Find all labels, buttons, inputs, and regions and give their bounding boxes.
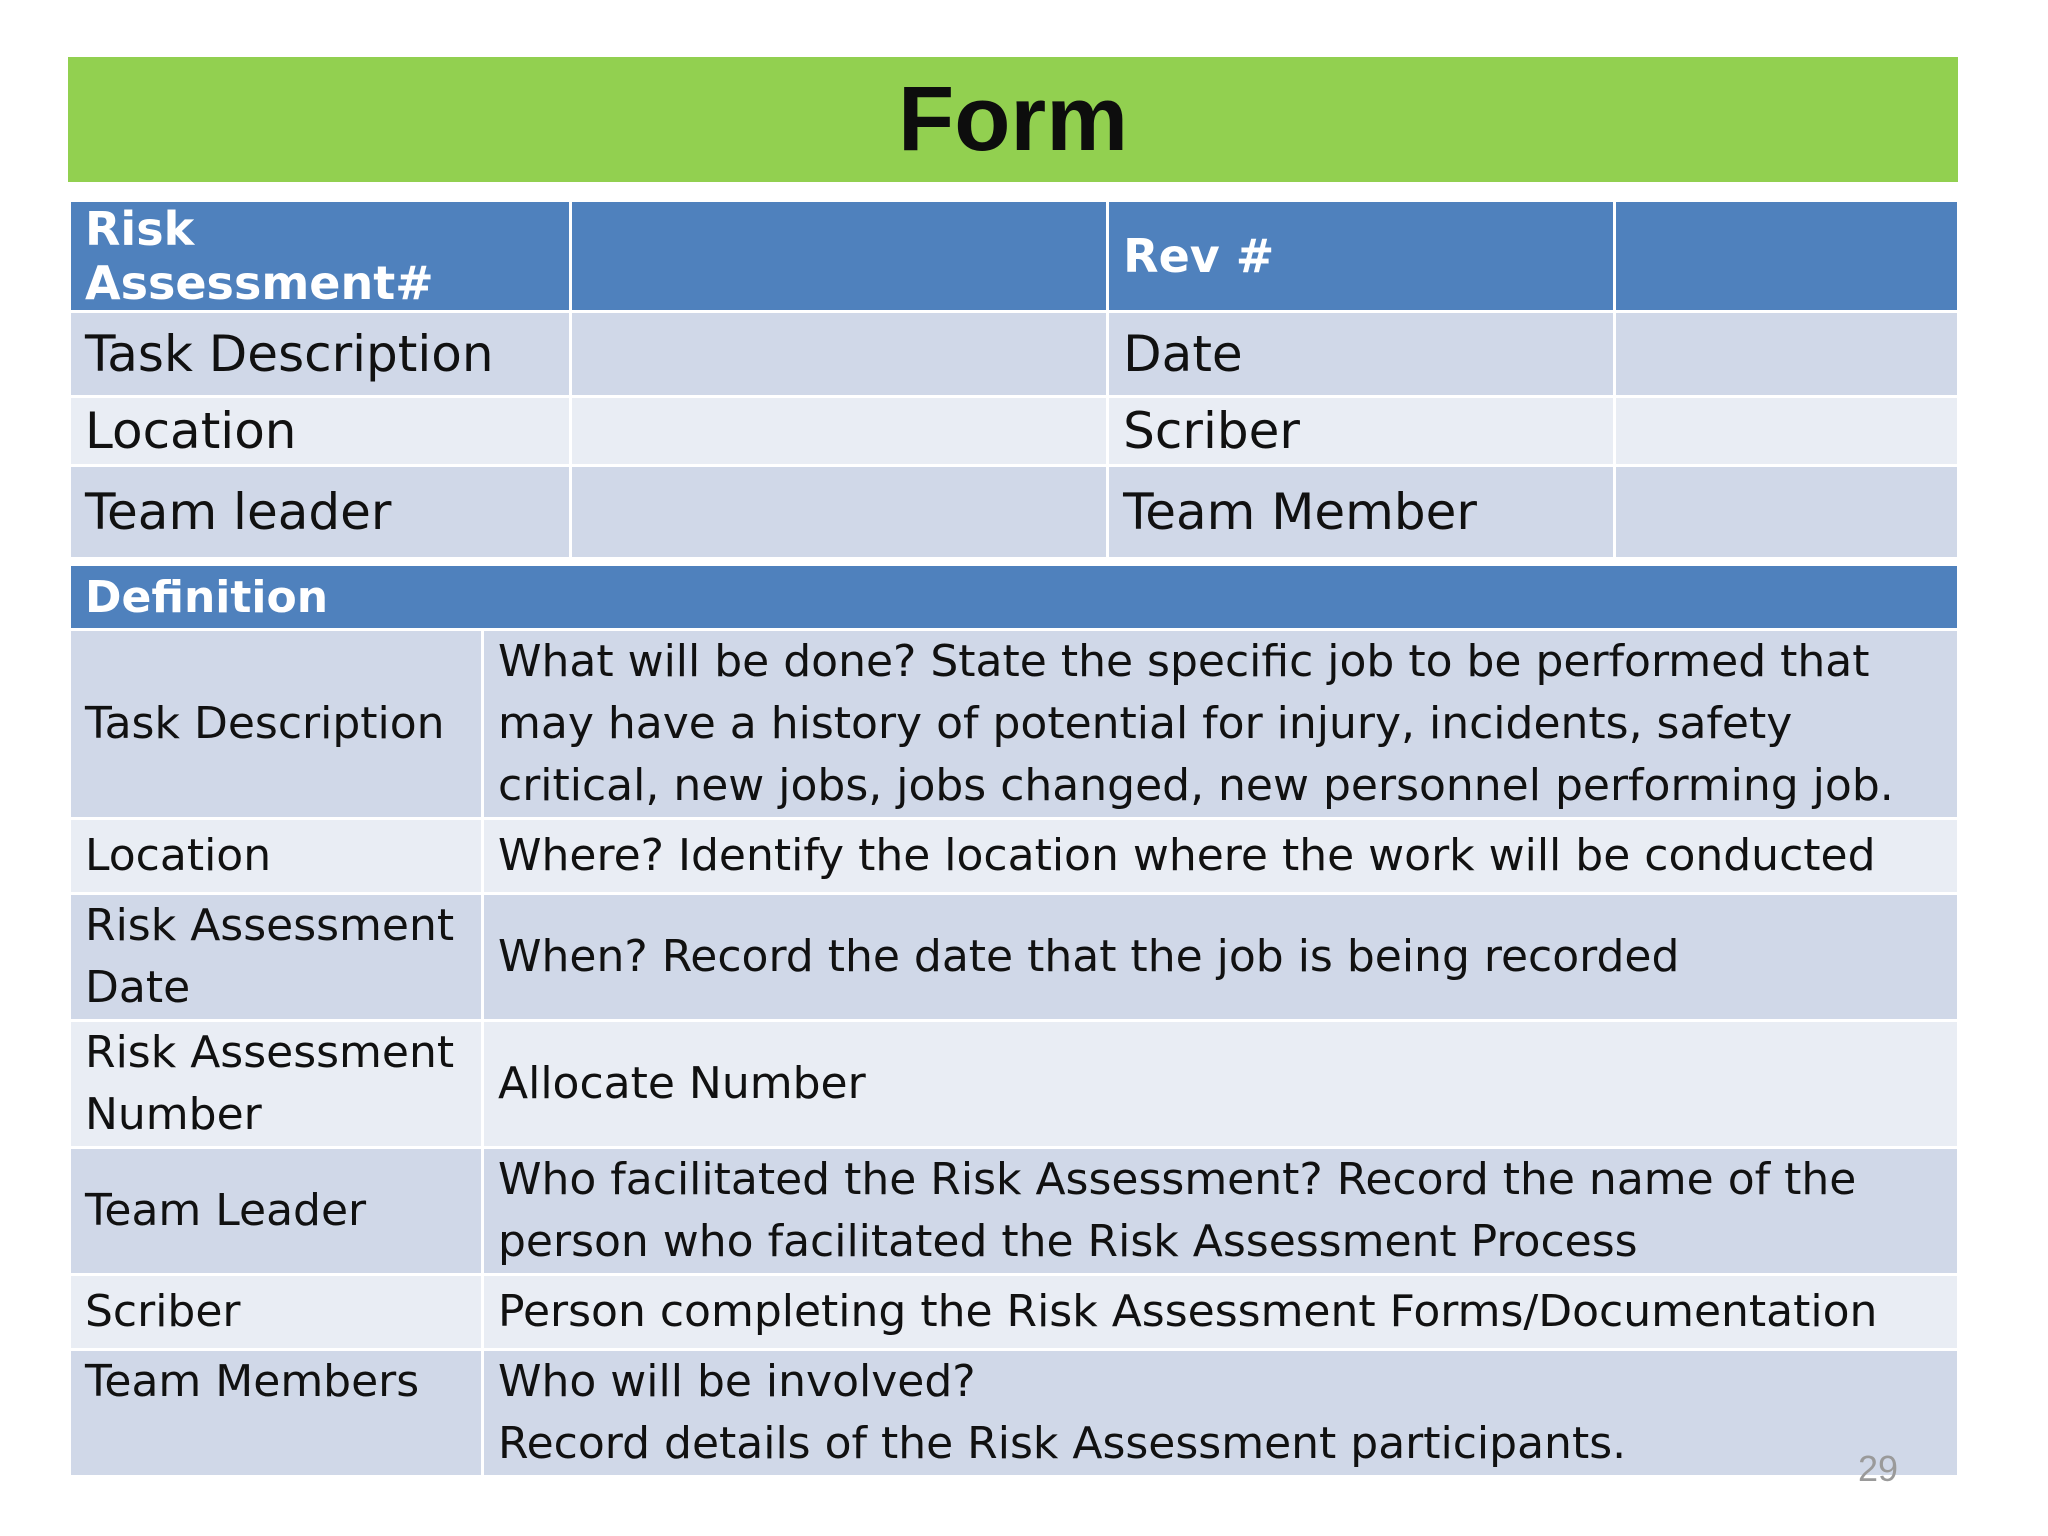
form-label-task-description: Task Description xyxy=(71,313,569,395)
form-row xyxy=(71,398,1957,464)
form-label-scriber: Scriber xyxy=(1109,398,1613,464)
definition-text-line: Who will be involved? xyxy=(498,1356,976,1407)
form-label-team-member: Team Member xyxy=(1109,467,1613,557)
definition-row xyxy=(71,895,1957,1019)
form-row xyxy=(71,467,1957,557)
definition-row xyxy=(71,631,1957,817)
definition-header-row xyxy=(71,566,1957,628)
definition-text xyxy=(484,1351,1957,1475)
form-table xyxy=(68,199,1960,560)
definition-text: What will be done? State the specific job to be performed that may have a history of potential for injury, incidents, safety critical, new jobs, jobs changed, new personnel performing job. xyxy=(484,631,1957,817)
definition-term: Task Description xyxy=(71,631,481,817)
form-field-date[interactable] xyxy=(1616,313,1957,395)
form-label-location: Location xyxy=(71,398,569,464)
page-title: Form xyxy=(898,68,1128,170)
form-header-rev-value[interactable] xyxy=(1616,202,1957,310)
definition-term: Risk Assessment Date xyxy=(71,895,481,1019)
form-field-location[interactable] xyxy=(572,398,1106,464)
form-header-row xyxy=(71,202,1957,310)
definition-text: Where? Identify the location where the work will be conducted xyxy=(484,820,1957,892)
form-field-scriber[interactable] xyxy=(1616,398,1957,464)
definition-term: Risk Assessment Number xyxy=(71,1022,481,1146)
definition-term: Team Leader xyxy=(71,1149,481,1273)
definition-table xyxy=(68,563,1960,1478)
definition-text: Allocate Number xyxy=(484,1022,1957,1146)
definition-text: Person completing the Risk Assessment Forms/Documentation xyxy=(484,1276,1957,1348)
page-number: 29 xyxy=(1857,1448,1898,1489)
definition-row xyxy=(71,1149,1957,1273)
definition-text: When? Record the date that the job is being recorded xyxy=(484,895,1957,1019)
title-bar xyxy=(68,57,1958,182)
definition-row xyxy=(71,1351,1957,1475)
definition-term: Team Members xyxy=(71,1351,481,1475)
definition-heading: Definition xyxy=(71,566,1957,628)
form-field-team-member[interactable] xyxy=(1616,467,1957,557)
form-label-team-leader: Team leader xyxy=(71,467,569,557)
form-field-team-leader[interactable] xyxy=(572,467,1106,557)
form-field-task-description[interactable] xyxy=(572,313,1106,395)
form-row xyxy=(71,313,1957,395)
definition-term: Location xyxy=(71,820,481,892)
definition-text-line: Record details of the Risk Assessment participants. xyxy=(498,1418,1627,1469)
definition-term: Scriber xyxy=(71,1276,481,1348)
definition-row xyxy=(71,1022,1957,1146)
form-label-date: Date xyxy=(1109,313,1613,395)
definition-text: Who facilitated the Risk Assessment? Record the name of the person who facilitated the Risk Assessment Process xyxy=(484,1149,1957,1273)
form-header-rev-label: Rev # xyxy=(1109,202,1613,310)
form-header-risk-assessment-value[interactable] xyxy=(572,202,1106,310)
definition-row xyxy=(71,820,1957,892)
definition-row xyxy=(71,1276,1957,1348)
form-header-risk-assessment-label: Risk Assessment# xyxy=(71,202,569,310)
